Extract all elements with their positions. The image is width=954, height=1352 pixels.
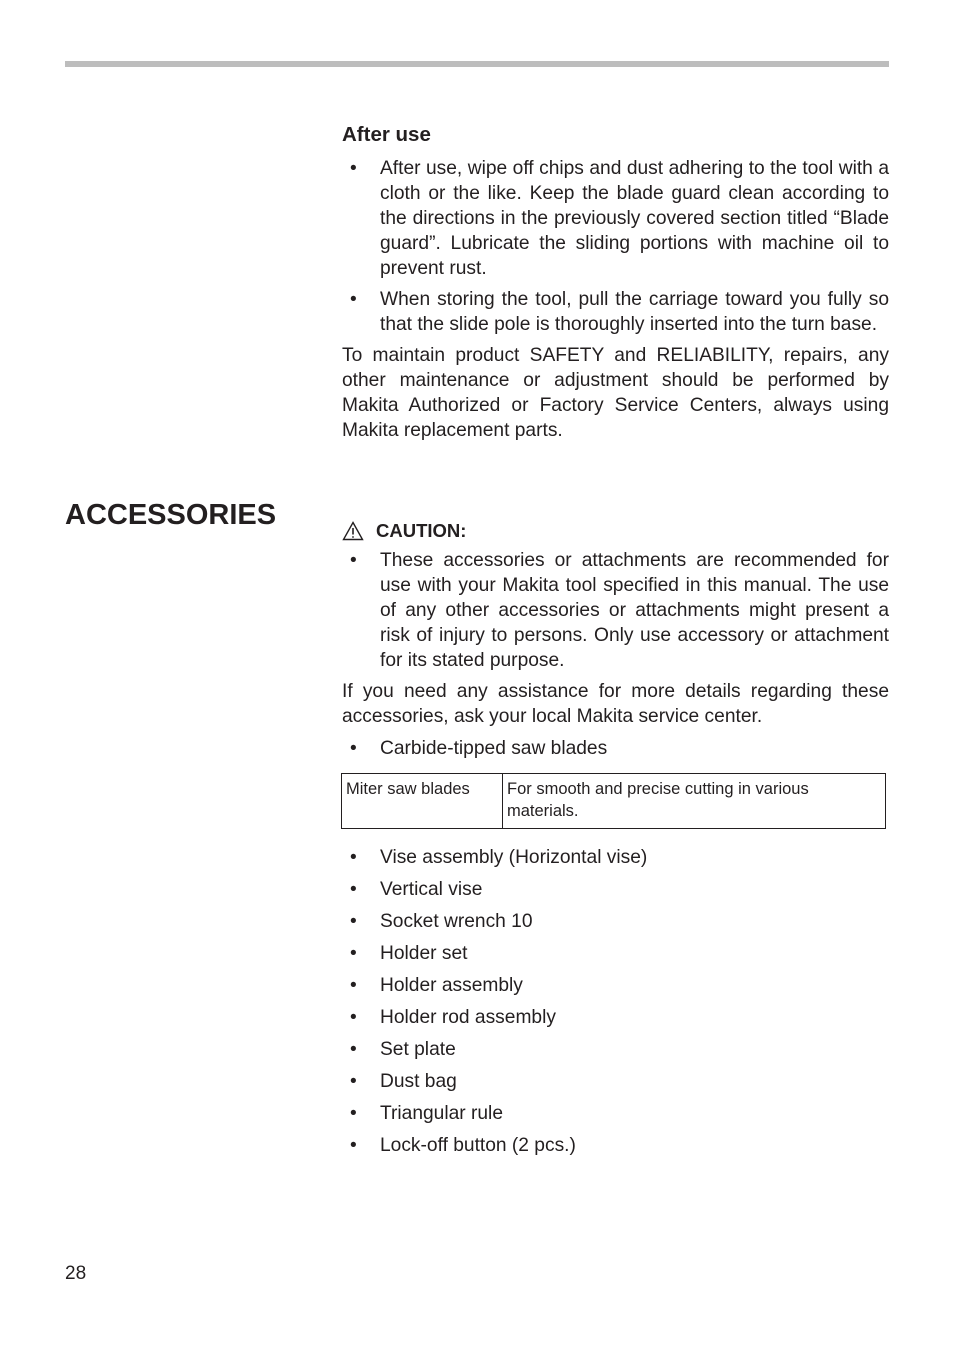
maintenance-paragraph: To maintain product SAFETY and RELIABILITY, repairs, any other maintenance or adjustment should be performed by Makita Authorized or Factory Service Centers, always using Makita replacement parts. (342, 345, 889, 441)
caution-list (342, 548, 889, 673)
list-item: • Holder assembly (350, 975, 523, 996)
after-use-section (342, 156, 889, 443)
bullet-icon: • (350, 975, 357, 996)
accessory-items-section (342, 845, 889, 1165)
list-item: • Socket wrench 10 (350, 911, 533, 932)
accessory-list (342, 845, 889, 1158)
after-use-list (342, 156, 889, 337)
bullet-icon: • (350, 943, 357, 964)
bullet-icon: • (350, 911, 357, 932)
list-item: • Vise assembly (Horizontal vise) (350, 847, 648, 868)
top-rule (65, 61, 889, 67)
table-row (342, 774, 886, 829)
blade-table (341, 773, 886, 829)
list-item: • These accessories or attachments are recommended for use with your Makita tool specified in this manual. The use of any other accessories or attachments might present a risk of injury to persons. Only use accessory or attachment for its stated purpose. (350, 550, 889, 671)
after-use-heading: After use (342, 123, 431, 146)
table-cell: For smooth and precise cutting in various materials. (503, 774, 886, 829)
list-item: • Holder rod assembly (350, 1007, 556, 1028)
list-item: • Holder set (350, 943, 468, 964)
accessories-heading: ACCESSORIES (65, 499, 277, 531)
blade-list (342, 736, 889, 761)
list-item: • Triangular rule (350, 1103, 503, 1124)
bullet-icon: • (350, 738, 357, 759)
table-cell: Miter saw blades (342, 774, 503, 829)
assistance-paragraph: If you need any assistance for more details regarding these accessories, ask your local Makita service center. (342, 681, 889, 727)
page-number: 28 (65, 1263, 87, 1284)
bullet-icon: • (350, 879, 357, 900)
bullet-icon: • (350, 847, 357, 868)
bullet-icon: • (350, 1103, 357, 1124)
bullet-icon: • (350, 1135, 357, 1156)
list-item: • Dust bag (350, 1071, 457, 1092)
bullet-icon: • (350, 550, 357, 571)
list-item: • Vertical vise (350, 879, 483, 900)
bullet-icon: • (350, 1039, 357, 1060)
warning-triangle-icon (342, 521, 364, 541)
bullet-icon: • (350, 158, 357, 179)
caution-label: CAUTION: (342, 518, 466, 544)
list-item: • After use, wipe off chips and dust adhering to the tool with a cloth or the like. Keep the blade guard clean according to the directions in the previously covered section titled “Blade guard”. Lubricate the sliding portions with machine oil to prevent rust. (350, 158, 889, 279)
bullet-icon: • (350, 1071, 357, 1092)
bullet-icon: • (350, 289, 357, 310)
list-item: • When storing the tool, pull the carriage toward you fully so that the slide pole is thoroughly inserted into the turn base. (350, 289, 889, 335)
list-item: • Set plate (350, 1039, 456, 1060)
bullet-icon: • (350, 1007, 357, 1028)
list-item: • Lock-off button (2 pcs.) (350, 1135, 576, 1156)
list-item: • Carbide-tipped saw blades (350, 738, 608, 759)
accessories-section (342, 548, 889, 767)
